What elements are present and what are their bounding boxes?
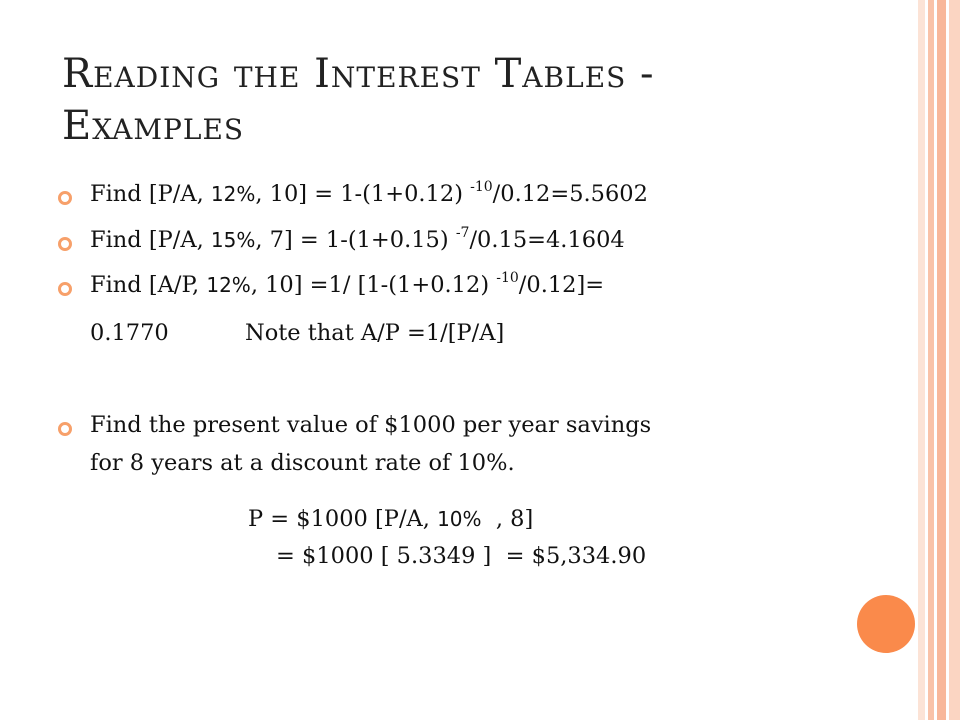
bullet-3-value: 0.1770 [90,320,169,346]
stripe [949,0,960,720]
decorative-circle [857,595,915,653]
decorative-stripes [918,0,960,720]
bullet-marker [58,237,72,251]
bullet-3-note: Note that A/P =1/[P/A] [245,320,505,346]
bullet-3-text: Find [A/P, 12%, 10] =1/ [1-(1+0.12) $^{-10}$/0.12]= [90,270,605,298]
bullet-marker [58,282,72,296]
formula-line-1: P = $1000 [P/A, 10% , 8] [248,506,534,532]
bullet-4-line-2: for 8 years at a discount rate of 10%. [90,450,515,476]
stripe [937,0,946,720]
bullet-marker [58,422,72,436]
title-line-1: Reading the Interest Tables - [62,51,655,97]
title-line-2: Examples [62,103,245,149]
bullet-4-line-1: Find the present value of $1000 per year savings [90,412,652,438]
formula-line-2: = $1000 [ 5.3349 ] = $5,334.90 [276,543,647,569]
stripe [918,0,925,720]
slide-title [62,48,862,152]
bullet-1-text: Find [P/A, 12%, 10] = 1-(1+0.12) $^{-10}$/0.12=5.5602 [90,179,648,207]
bullet-2-text: Find [P/A, 15%, 7] = 1-(1+0.15) $^{-7}$/0.15=4.1604 [90,225,625,253]
bullet-marker [58,191,72,205]
